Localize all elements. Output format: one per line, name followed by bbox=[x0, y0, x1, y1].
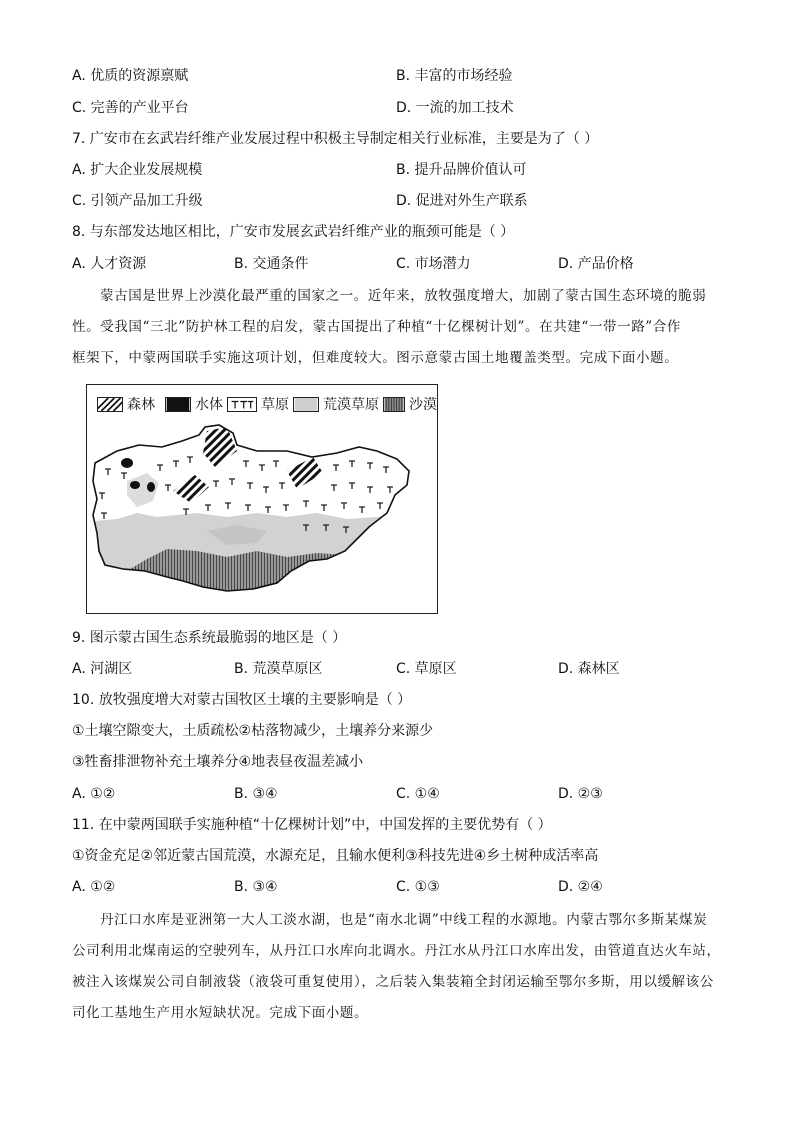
q7-stem: 7. 广安市在玄武岩纤维产业发展过程中积极主导制定相关行业标准，主要是为了（ ） bbox=[72, 131, 599, 147]
passage-mongolia-line-3: 框架下，中蒙两国联手实施这项计划，但难度较大。图示意蒙古国土地覆盖类型。完成下面小题。 bbox=[72, 350, 679, 366]
q11-stem: 11. 在中蒙两国联手实施种植“十亿棵树计划”中，中国发挥的主要优势有（ ） bbox=[72, 817, 552, 833]
legend-item-forest bbox=[97, 394, 155, 414]
legend-label-forest: 森林 bbox=[127, 397, 155, 413]
passage-danjiangkou-line-4: 司化工基地生产用水短缺状况。完成下面小题。 bbox=[72, 1005, 369, 1021]
desert-vertical-stripe-swatch bbox=[383, 397, 405, 412]
forest-hatch-swatch bbox=[97, 397, 123, 412]
passage-danjiangkou-line-1: 丹江口水库是亚洲第一大人工淡水湖，也是“南水北调”中线工程的水源地。内蒙古鄂尔多斯某煤炭 bbox=[100, 912, 708, 928]
passage-mongolia-line-2: 性。受我国“三北”防护林工程的启发，蒙古国提出了种植“十亿棵树计划”。在共建“一带一路”合作 bbox=[72, 319, 682, 335]
q7-option-d: D. 促进对外生产联系 bbox=[396, 193, 528, 209]
legend-item-water bbox=[165, 394, 223, 414]
mongolia-map-drawing bbox=[87, 421, 436, 613]
q10-statements-2: ③牲畜排泄物补充土壤养分④地表昼夜温差减小 bbox=[72, 754, 364, 770]
q9-option-a: A. 河湖区 bbox=[72, 661, 133, 677]
q6-option-a: A. 优质的资源禀赋 bbox=[72, 68, 189, 84]
passage-danjiangkou-line-2: 公司利用北煤南运的空驶列车，从丹江口水库向北调水。丹江水从丹江口水库出发，由管道直达火车站， bbox=[72, 943, 721, 959]
q8-option-c: C. 市场潜力 bbox=[396, 256, 471, 272]
desert-steppe-gray-swatch bbox=[293, 397, 319, 412]
legend-label-desert-steppe: 荒漠草原 bbox=[323, 397, 379, 413]
q6-option-c: C. 完善的产业平台 bbox=[72, 100, 189, 116]
q10-option-d: D. ②③ bbox=[558, 786, 603, 802]
map-legend bbox=[87, 385, 437, 421]
q6-option-b: B. 丰富的市场经验 bbox=[396, 68, 513, 84]
passage-danjiangkou-line-3: 被注入该煤炭公司自制液袋（液袋可重复使用），之后装入集装箱全封闭运输至鄂尔多斯，用以缓解该公 bbox=[72, 974, 714, 990]
q11-option-c: C. ①③ bbox=[396, 879, 440, 895]
legend-item-desert-steppe bbox=[293, 394, 379, 414]
mongolia-land-cover-map bbox=[86, 384, 438, 614]
q7-option-a: A. 扩大企业发展规模 bbox=[72, 162, 203, 178]
legend-item-grassland bbox=[227, 394, 289, 414]
passage-mongolia-line-1: 蒙古国是世界上沙漠化最严重的国家之一。近年来，放牧强度增大，加剧了蒙古国生态环境的脆弱 bbox=[100, 288, 707, 304]
grass-t-symbol-swatch bbox=[227, 397, 257, 412]
q11-option-a: A. ①② bbox=[72, 879, 116, 895]
water-black-swatch bbox=[165, 397, 191, 412]
q9-option-b: B. 荒漠草原区 bbox=[234, 661, 323, 677]
q8-option-a: A. 人才资源 bbox=[72, 256, 147, 272]
q11-option-d: D. ②④ bbox=[558, 879, 603, 895]
q8-option-b: B. 交通条件 bbox=[234, 256, 309, 272]
q9-option-d: D. 森林区 bbox=[558, 661, 620, 677]
q7-option-b: B. 提升品牌价值认可 bbox=[396, 162, 527, 178]
q10-stem: 10. 放牧强度增大对蒙古国牧区土壤的主要影响是（ ） bbox=[72, 692, 412, 708]
q10-option-b: B. ③④ bbox=[234, 786, 278, 802]
q9-option-c: C. 草原区 bbox=[396, 661, 457, 677]
legend-label-water: 水体 bbox=[195, 397, 223, 413]
legend-label-grassland: 草原 bbox=[261, 397, 289, 413]
legend-label-desert: 沙漠 bbox=[409, 397, 437, 413]
legend-item-desert bbox=[383, 394, 437, 414]
q11-option-b: B. ③④ bbox=[234, 879, 278, 895]
q10-statements-1: ①土壤空隙变大，土质疏松②枯落物减少，土壤养分来源少 bbox=[72, 723, 434, 739]
q9-stem: 9. 图示蒙古国生态系统最脆弱的地区是（ ） bbox=[72, 630, 347, 646]
q8-stem: 8. 与东部发达地区相比，广安市发展玄武岩纤维产业的瓶颈可能是（ ） bbox=[72, 224, 515, 240]
q10-option-a: A. ①② bbox=[72, 786, 116, 802]
q8-option-d: D. 产品价格 bbox=[558, 256, 634, 272]
q7-option-c: C. 引领产品加工升级 bbox=[72, 193, 203, 209]
q11-statements-1: ①资金充足②邻近蒙古国荒漠，水源充足，且输水便利③科技先进④乡土树种成活率高 bbox=[72, 848, 599, 864]
q6-option-d: D. 一流的加工技术 bbox=[396, 100, 514, 116]
q10-option-c: C. ①④ bbox=[396, 786, 440, 802]
